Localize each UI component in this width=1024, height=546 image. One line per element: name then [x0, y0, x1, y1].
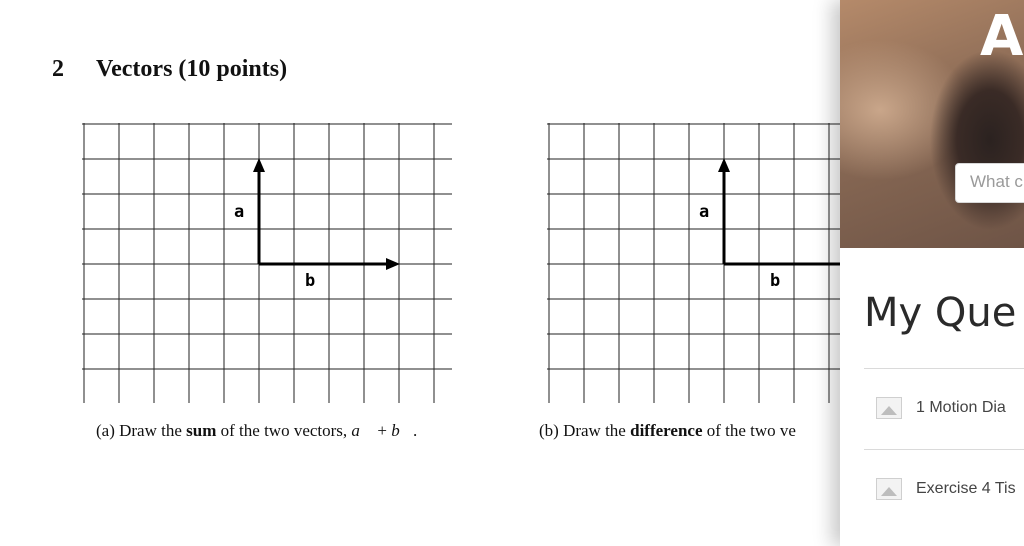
caption-part-a [96, 421, 417, 441]
vector-a-label: a [234, 202, 245, 222]
question-list [864, 368, 1024, 530]
caption-a-expr-b: b⃗ [391, 421, 413, 440]
list-item[interactable] [864, 449, 1024, 530]
caption-a-bold: sum [186, 421, 217, 440]
vector-a-label-b: a [699, 202, 710, 222]
vector-a-arrow [253, 158, 265, 264]
caption-b-suffix: of the two ve [702, 421, 796, 440]
caption-part-b [539, 421, 796, 441]
vector-a-arrow-b [718, 158, 730, 264]
panel-heading: My Que [864, 290, 1017, 336]
list-item-label: 1 Motion Dia [916, 399, 1006, 416]
caption-b-bold: difference [630, 421, 703, 440]
caption-a-prefix: (a) Draw the [96, 421, 187, 440]
list-item-label: Exercise 4 Tis [916, 480, 1016, 497]
hero-image [840, 0, 1024, 248]
caption-a-expr-a: a⃗ [351, 421, 374, 440]
side-panel [840, 0, 1024, 546]
image-placeholder-icon [876, 478, 902, 500]
section-number: 2 [52, 56, 64, 82]
section-title: Vectors (10 points) [96, 56, 288, 82]
grid-b [547, 123, 840, 403]
caption-a-end: . [412, 421, 418, 440]
vector-b-label: b [305, 271, 316, 291]
caption-a-plus: + [373, 421, 392, 440]
image-placeholder-icon [876, 397, 902, 419]
caption-a-suffix: of the two vectors, [216, 421, 352, 440]
grid-a [82, 123, 454, 403]
vector-b-label-b: b [770, 271, 781, 291]
list-item[interactable] [864, 368, 1024, 449]
caption-b-prefix: (b) Draw the [539, 421, 631, 440]
search-input[interactable]: What c [955, 163, 1024, 203]
hero-title: A [980, 4, 1024, 69]
